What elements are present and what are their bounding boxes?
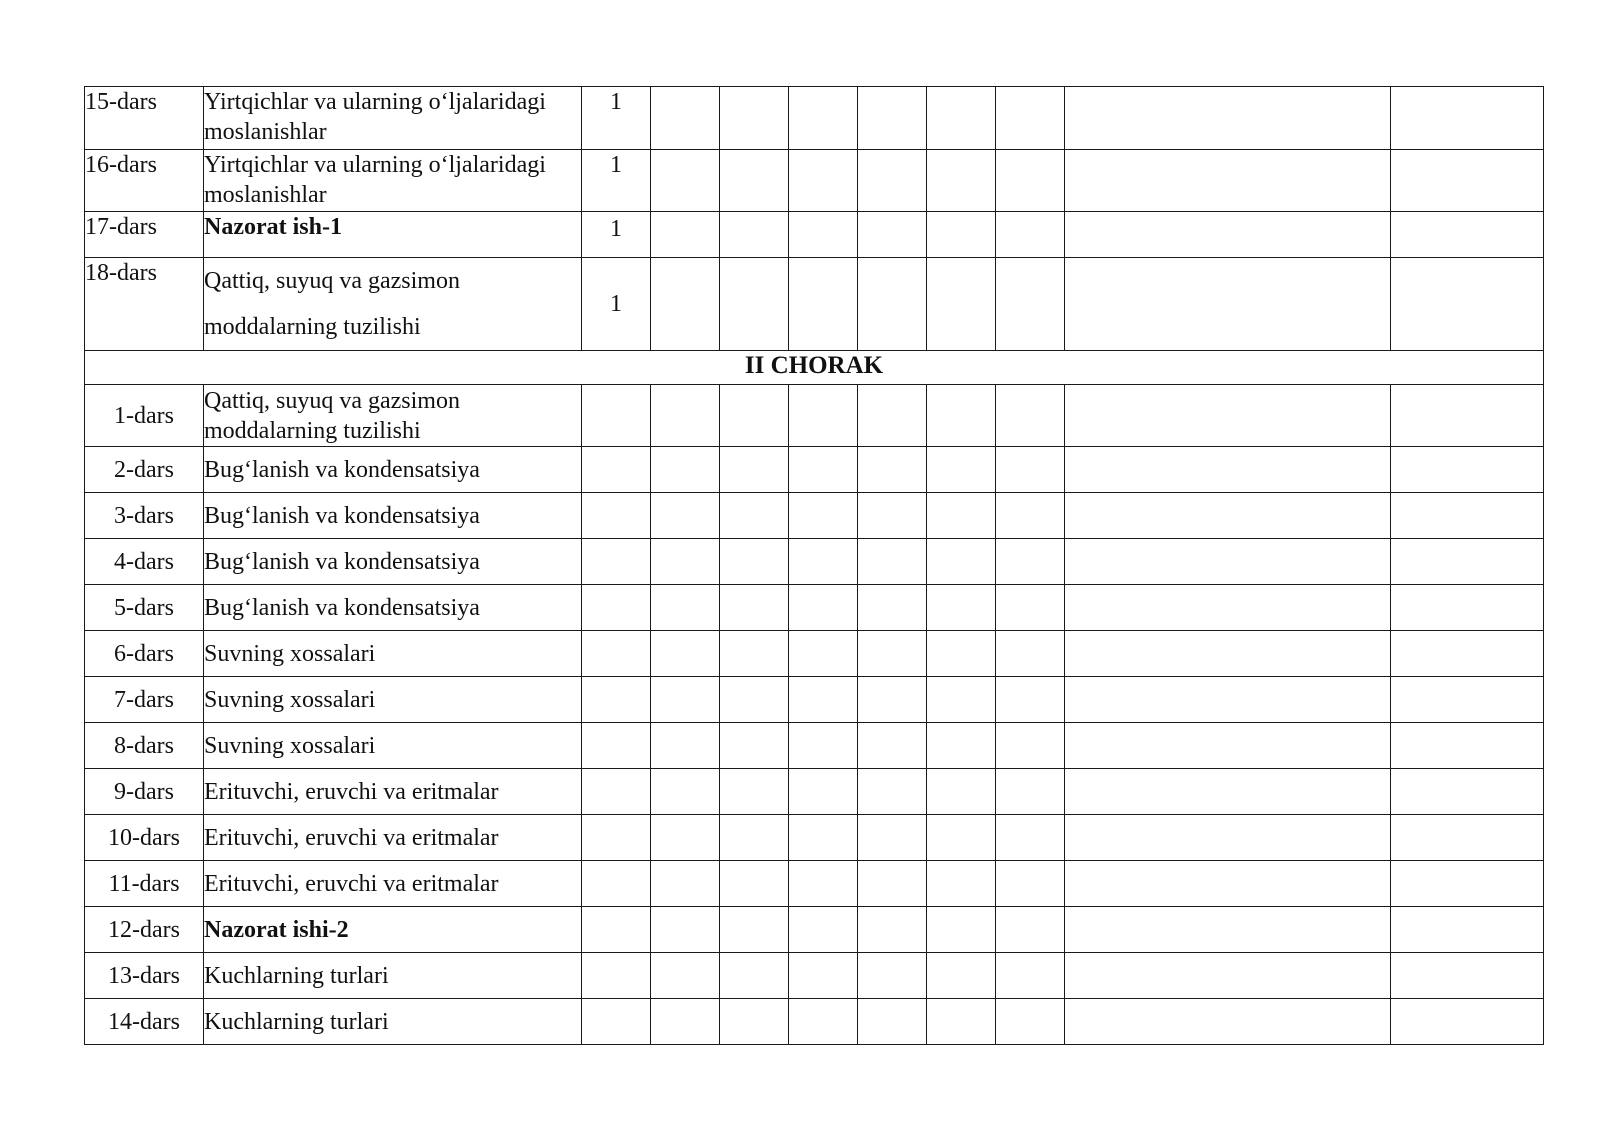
empty-cell (651, 447, 720, 493)
empty-cell (1391, 769, 1544, 815)
empty-cell (582, 385, 651, 447)
empty-cell (1065, 815, 1391, 861)
empty-cell (651, 815, 720, 861)
empty-cell (720, 447, 789, 493)
empty-cell (651, 769, 720, 815)
lesson-topic: Bug‘lanish va kondensatsiya (204, 493, 582, 539)
empty-cell (996, 677, 1065, 723)
empty-cell (789, 999, 858, 1045)
lesson-number: 13-dars (85, 953, 204, 999)
empty-cell (789, 447, 858, 493)
empty-cell (582, 769, 651, 815)
empty-cell (582, 723, 651, 769)
empty-cell (1065, 631, 1391, 677)
empty-cell (1391, 385, 1544, 447)
empty-cell (1391, 447, 1544, 493)
table-row (85, 953, 1544, 999)
table-row (85, 677, 1544, 723)
lesson-number: 5-dars (85, 585, 204, 631)
empty-cell (651, 585, 720, 631)
empty-cell (789, 150, 858, 212)
empty-cell (720, 212, 789, 258)
empty-cell (720, 769, 789, 815)
empty-cell (789, 631, 858, 677)
table-row (85, 493, 1544, 539)
lesson-topic: Erituvchi, eruvchi va eritmalar (204, 861, 582, 907)
lesson-number: 1-dars (85, 385, 204, 447)
lesson-topic: Qattiq, suyuq va gazsimon moddalarning tuzilishi (204, 258, 582, 351)
table-row (85, 815, 1544, 861)
empty-cell (858, 447, 927, 493)
empty-cell (720, 999, 789, 1045)
lesson-topic: Kuchlarning turlari (204, 999, 582, 1045)
empty-cell (858, 212, 927, 258)
empty-cell (1065, 87, 1391, 150)
lesson-plan-table (84, 86, 1544, 1045)
table-row (85, 769, 1544, 815)
lesson-topic: Kuchlarning turlari (204, 953, 582, 999)
empty-cell (858, 723, 927, 769)
empty-cell (858, 631, 927, 677)
empty-cell (927, 953, 996, 999)
empty-cell (1391, 723, 1544, 769)
empty-cell (996, 999, 1065, 1045)
empty-cell (651, 539, 720, 585)
empty-cell (1065, 861, 1391, 907)
empty-cell (927, 723, 996, 769)
empty-cell (1391, 493, 1544, 539)
table-row (85, 631, 1544, 677)
empty-cell (1391, 677, 1544, 723)
lesson-number: 12-dars (85, 907, 204, 953)
lesson-number: 17-dars (85, 212, 204, 258)
empty-cell (720, 861, 789, 907)
empty-cell (996, 150, 1065, 212)
table-row (85, 999, 1544, 1045)
table-row (85, 861, 1544, 907)
empty-cell (789, 677, 858, 723)
empty-cell (1391, 258, 1544, 351)
empty-cell (996, 258, 1065, 351)
empty-cell (1391, 815, 1544, 861)
table-row (85, 87, 1544, 150)
empty-cell (789, 769, 858, 815)
empty-cell (996, 631, 1065, 677)
lesson-topic: Bug‘lanish va kondensatsiya (204, 539, 582, 585)
table-row (85, 447, 1544, 493)
empty-cell (1065, 723, 1391, 769)
empty-cell (996, 447, 1065, 493)
lesson-topic: Suvning xossalari (204, 631, 582, 677)
empty-cell (927, 87, 996, 150)
empty-cell (996, 585, 1065, 631)
empty-cell (858, 258, 927, 351)
empty-cell (927, 385, 996, 447)
empty-cell (1391, 953, 1544, 999)
empty-cell (996, 953, 1065, 999)
empty-cell (996, 907, 1065, 953)
empty-cell (858, 953, 927, 999)
lesson-number: 10-dars (85, 815, 204, 861)
lesson-number: 14-dars (85, 999, 204, 1045)
lesson-topic: Suvning xossalari (204, 677, 582, 723)
table-row (85, 723, 1544, 769)
table-row (85, 258, 1544, 351)
empty-cell (996, 539, 1065, 585)
empty-cell (720, 493, 789, 539)
lesson-topic-test: Nazorat ish-1 (204, 212, 582, 258)
empty-cell (720, 907, 789, 953)
empty-cell (789, 258, 858, 351)
empty-cell (789, 723, 858, 769)
empty-cell (1065, 385, 1391, 447)
lesson-topic-test: Nazorat ishi-2 (204, 907, 582, 953)
empty-cell (1391, 907, 1544, 953)
empty-cell (858, 999, 927, 1045)
empty-cell (720, 385, 789, 447)
empty-cell (858, 769, 927, 815)
table-row (85, 212, 1544, 258)
empty-cell (858, 493, 927, 539)
empty-cell (651, 723, 720, 769)
empty-cell (927, 861, 996, 907)
empty-cell (720, 87, 789, 150)
lesson-topic: Bug‘lanish va kondensatsiya (204, 585, 582, 631)
empty-cell (582, 907, 651, 953)
lesson-number: 18-dars (85, 258, 204, 351)
empty-cell (720, 539, 789, 585)
empty-cell (582, 539, 651, 585)
empty-cell (927, 907, 996, 953)
lesson-number: 6-dars (85, 631, 204, 677)
table-row (85, 385, 1544, 447)
empty-cell (582, 447, 651, 493)
lesson-topic: Yirtqichlar va ularning o‘ljalaridagi moslanishlar (204, 87, 582, 150)
empty-cell (720, 815, 789, 861)
lesson-hours: 1 (582, 87, 651, 150)
empty-cell (1065, 999, 1391, 1045)
lesson-number: 3-dars (85, 493, 204, 539)
empty-cell (1391, 999, 1544, 1045)
empty-cell (582, 999, 651, 1045)
empty-cell (651, 999, 720, 1045)
empty-cell (996, 212, 1065, 258)
empty-cell (789, 861, 858, 907)
empty-cell (1391, 631, 1544, 677)
empty-cell (927, 585, 996, 631)
empty-cell (927, 539, 996, 585)
empty-cell (651, 212, 720, 258)
empty-cell (651, 150, 720, 212)
empty-cell (651, 953, 720, 999)
empty-cell (582, 677, 651, 723)
lesson-number: 9-dars (85, 769, 204, 815)
empty-cell (996, 87, 1065, 150)
lesson-hours: 1 (582, 258, 651, 351)
empty-cell (1065, 493, 1391, 539)
empty-cell (1065, 258, 1391, 351)
empty-cell (927, 677, 996, 723)
lesson-number: 4-dars (85, 539, 204, 585)
empty-cell (927, 815, 996, 861)
empty-cell (1065, 539, 1391, 585)
lesson-topic: Bug‘lanish va kondensatsiya (204, 447, 582, 493)
section-row (85, 351, 1544, 385)
lesson-number: 8-dars (85, 723, 204, 769)
lesson-topic: Erituvchi, eruvchi va eritmalar (204, 815, 582, 861)
empty-cell (651, 385, 720, 447)
empty-cell (927, 769, 996, 815)
table-row (85, 150, 1544, 212)
empty-cell (582, 815, 651, 861)
empty-cell (651, 677, 720, 723)
empty-cell (927, 212, 996, 258)
empty-cell (927, 447, 996, 493)
empty-cell (927, 150, 996, 212)
empty-cell (789, 585, 858, 631)
empty-cell (582, 585, 651, 631)
lesson-number: 16-dars (85, 150, 204, 212)
empty-cell (789, 212, 858, 258)
empty-cell (858, 539, 927, 585)
empty-cell (996, 493, 1065, 539)
empty-cell (582, 493, 651, 539)
empty-cell (1391, 212, 1544, 258)
empty-cell (1065, 769, 1391, 815)
empty-cell (927, 999, 996, 1045)
lesson-topic: Erituvchi, eruvchi va eritmalar (204, 769, 582, 815)
empty-cell (1391, 539, 1544, 585)
empty-cell (789, 907, 858, 953)
empty-cell (789, 953, 858, 999)
empty-cell (651, 87, 720, 150)
empty-cell (996, 769, 1065, 815)
empty-cell (927, 493, 996, 539)
empty-cell (1065, 953, 1391, 999)
empty-cell (789, 815, 858, 861)
table-row (85, 907, 1544, 953)
lesson-hours: 1 (582, 212, 651, 258)
lesson-number: 11-dars (85, 861, 204, 907)
empty-cell (858, 150, 927, 212)
empty-cell (858, 815, 927, 861)
empty-cell (651, 258, 720, 351)
table-row (85, 585, 1544, 631)
empty-cell (720, 258, 789, 351)
empty-cell (582, 953, 651, 999)
empty-cell (996, 861, 1065, 907)
empty-cell (858, 907, 927, 953)
lesson-number: 7-dars (85, 677, 204, 723)
empty-cell (582, 861, 651, 907)
table-row (85, 539, 1544, 585)
lesson-hours: 1 (582, 150, 651, 212)
empty-cell (720, 150, 789, 212)
empty-cell (651, 631, 720, 677)
empty-cell (996, 815, 1065, 861)
empty-cell (1065, 585, 1391, 631)
empty-cell (927, 631, 996, 677)
empty-cell (1065, 907, 1391, 953)
empty-cell (651, 861, 720, 907)
empty-cell (1391, 150, 1544, 212)
empty-cell (720, 723, 789, 769)
empty-cell (720, 953, 789, 999)
empty-cell (858, 585, 927, 631)
empty-cell (789, 87, 858, 150)
empty-cell (789, 539, 858, 585)
lesson-topic: Qattiq, suyuq va gazsimon moddalarning tuzilishi (204, 385, 582, 447)
empty-cell (651, 493, 720, 539)
empty-cell (858, 861, 927, 907)
empty-cell (996, 385, 1065, 447)
empty-cell (1391, 87, 1544, 150)
empty-cell (1065, 212, 1391, 258)
empty-cell (1065, 677, 1391, 723)
empty-cell (1391, 861, 1544, 907)
empty-cell (858, 677, 927, 723)
empty-cell (996, 723, 1065, 769)
empty-cell (1065, 447, 1391, 493)
empty-cell (582, 631, 651, 677)
empty-cell (927, 258, 996, 351)
empty-cell (858, 385, 927, 447)
empty-cell (720, 631, 789, 677)
empty-cell (720, 585, 789, 631)
lesson-topic: Suvning xossalari (204, 723, 582, 769)
empty-cell (789, 385, 858, 447)
lesson-topic: Yirtqichlar va ularning o‘ljalaridagi moslanishlar (204, 150, 582, 212)
lesson-number: 15-dars (85, 87, 204, 150)
empty-cell (651, 907, 720, 953)
empty-cell (1065, 150, 1391, 212)
empty-cell (789, 493, 858, 539)
empty-cell (858, 87, 927, 150)
lesson-number: 2-dars (85, 447, 204, 493)
section-heading: II CHORAK (85, 351, 1544, 385)
empty-cell (1391, 585, 1544, 631)
empty-cell (720, 677, 789, 723)
